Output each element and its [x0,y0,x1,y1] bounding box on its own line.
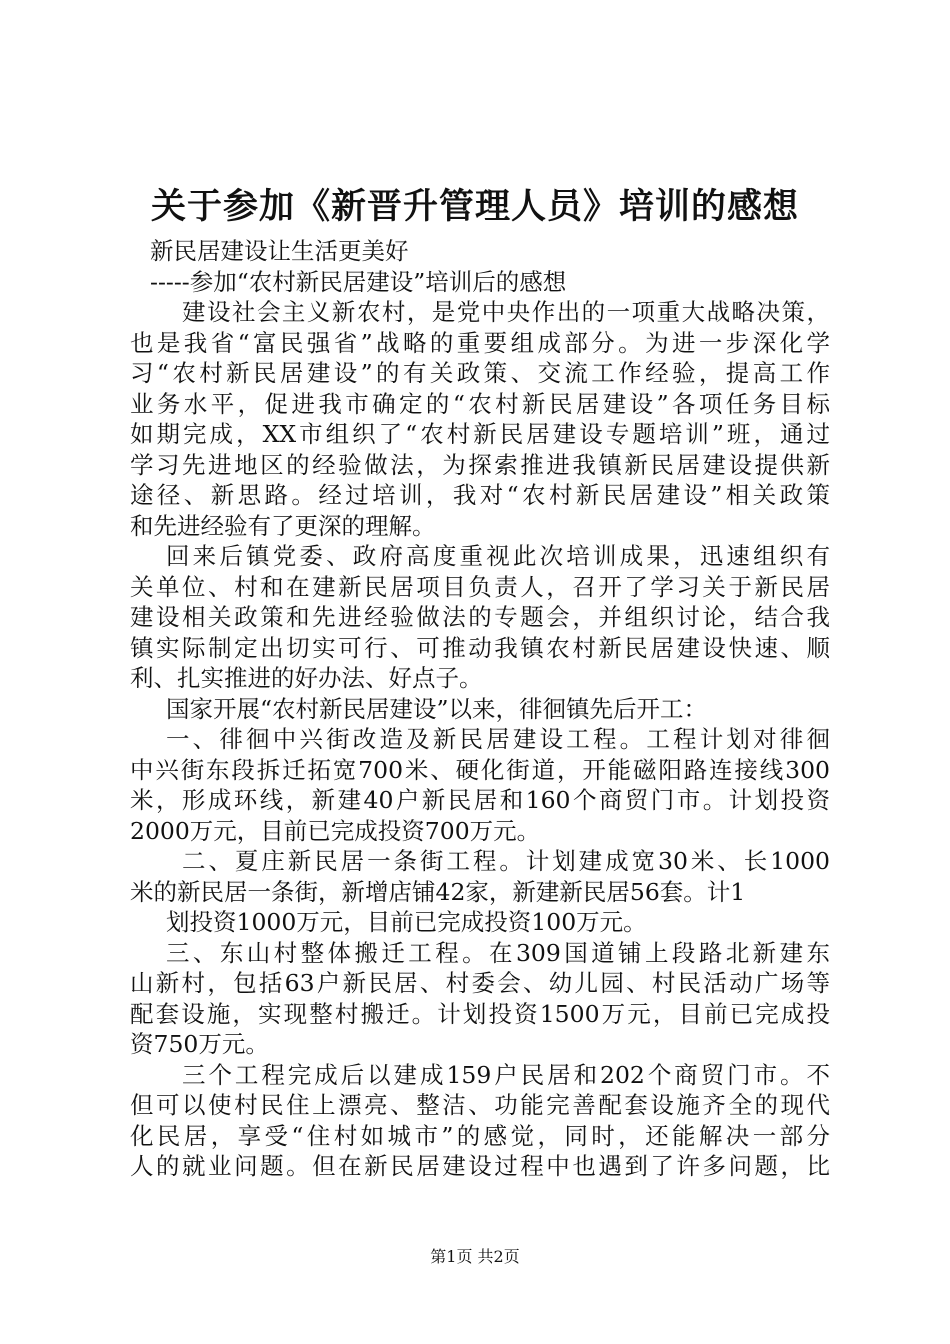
document-body [130,236,830,1182]
text-line: 和先进经验有了更深的理解。 [130,511,436,540]
document-title: 关于参加《新晋升管理人员》培训的感想 [150,186,799,227]
text-line: 米，形成环线，新建40户新民居和160个商贸门市。计划投资 [130,786,830,814]
text-line: 途径、新思路。经过培训，我对“农村新民居建设”相关政策 [130,481,830,509]
text-line: 人的就业问题。但在新民居建设过程中也遇到了许多问题，比 [130,1152,830,1180]
text-line: 关单位、村和在建新民居项目负责人，召开了学习关于新民居 [130,572,830,601]
text-line: 2000万元，目前已完成投资700万元。 [130,816,541,845]
text-line: 二、夏庄新民居一条街工程。计划建成宽30米、长1000 [182,847,830,875]
text-line: 米的新民居一条街，新增店铺42家，新建新民居56套。计1 [130,877,746,906]
text-line: 三、东山村整体搬迁工程。在309国道铺上段路北新建东 [166,938,830,967]
text-line: 镇实际制定出切实可行、可推动我镇农村新民居建设快速、顺 [130,633,830,662]
page-footer: 第1页 共2页 [430,1247,520,1266]
text-line: 也是我省“富民强省”战略的重要组成部分。为进一步深化学 [130,328,830,357]
text-line: 建设社会主义新农村，是党中央作出的一项重大战略决策， [182,298,830,326]
text-line: 新民居建设让生活更美好 [150,237,409,265]
text-line: 配套设施，实现整村搬迁。计划投资1500万元，目前已完成投 [130,999,830,1028]
text-line: 国家开展“农村新民居建设”以来，徘徊镇先后开工： [166,694,708,723]
text-line: 三个工程完成后以建成159户民居和202个商贸门市。不 [182,1060,830,1089]
text-line: 划投资1000万元，目前已完成投资100万元。 [166,908,647,936]
text-line: 回来后镇党委、政府高度重视此次培训成果，迅速组织有 [166,542,830,570]
text-line: 如期完成，XX市组织了“农村新民居建设专题培训”班，通过 [130,420,830,448]
text-line: 建设相关政策和先进经验做法的专题会，并组织讨论，结合我 [130,603,830,631]
text-line: 但可以使村民住上漂亮、整洁、功能完善配套设施齐全的现代 [130,1091,830,1119]
text-line: -----参加“农村新民居建设”培训后的感想 [150,267,567,296]
text-line: 利、扎实推进的好办法、好点子。 [130,664,483,692]
text-line: 业务水平，促进我市确定的“农村新民居建设”各项任务目标 [130,389,830,418]
text-line: 学习先进地区的经验做法，为探索推进我镇新民居建设提供新 [130,450,830,479]
text-line: 一、徘徊中兴街改造及新民居建设工程。工程计划对徘徊 [166,725,830,753]
text-line: 中兴街东段拆迁拓宽700米、硬化街道，开能磁阳路连接线300 [130,755,830,784]
text-line: 习“农村新民居建设”的有关政策、交流工作经验，提高工作 [130,359,830,387]
text-line: 化民居，享受“住村如城市”的感觉，同时，还能解决一部分 [130,1121,830,1150]
text-line: 资750万元。 [130,1030,269,1058]
text-line: 山新村，包括63户新民居、村委会、幼儿园、村民活动广场等 [130,969,830,997]
